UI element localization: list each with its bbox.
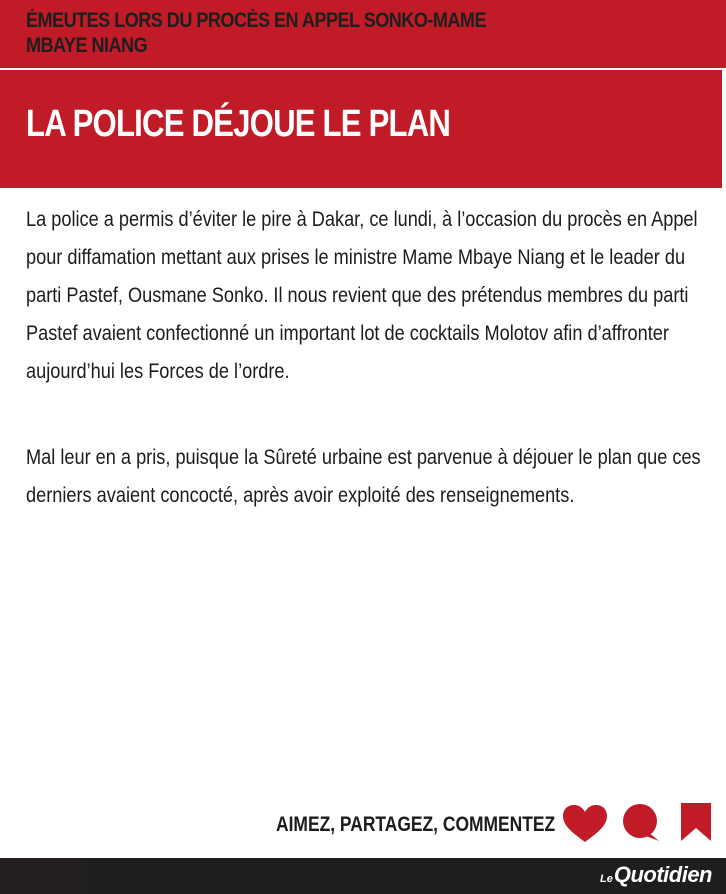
brand-name: Quotidien [613,862,712,887]
brand-logo [600,862,712,888]
bookmark-icon[interactable] [681,803,711,841]
footer-bar [0,858,86,894]
divider [722,70,726,188]
article-paragraph: La police a permis d’éviter le pire à Dakar, ce lundi, à l’occasion du procès en Appel pour diffamation mettant aux prises le ministre Mame Mbaye Niang et le leader du parti Pastef, Ousmane Sonko. Il nous revient que des prétendus membres du parti Pastef avaient confectionné un important lot de cocktails Molotov afin d’affronter aujourd’hui les Forces de l’ordre. [26,207,698,383]
article-headline: LA POLICE DÉJOUE LE PLAN [26,103,451,145]
heart-icon[interactable] [563,805,607,843]
call-to-action: AIMEZ, PARTAGEZ, COMMENTEZ [276,813,556,836]
article-body [26,200,726,562]
headline-band [0,70,722,188]
comment-icon[interactable] [621,803,661,843]
brand-prefix: Le [600,873,613,885]
article-kicker: ÉMEUTES LORS DU PROCÈS EN APPEL SONKO-MAME MBAYE NIANG [26,9,486,57]
article-paragraph: Mal leur en a pris, puisque la Sûreté urbaine est parvenue à déjouer le plan que ces derniers avaient concocté, après avoir exploité des renseignements. [26,445,701,507]
kicker-band [0,0,726,68]
